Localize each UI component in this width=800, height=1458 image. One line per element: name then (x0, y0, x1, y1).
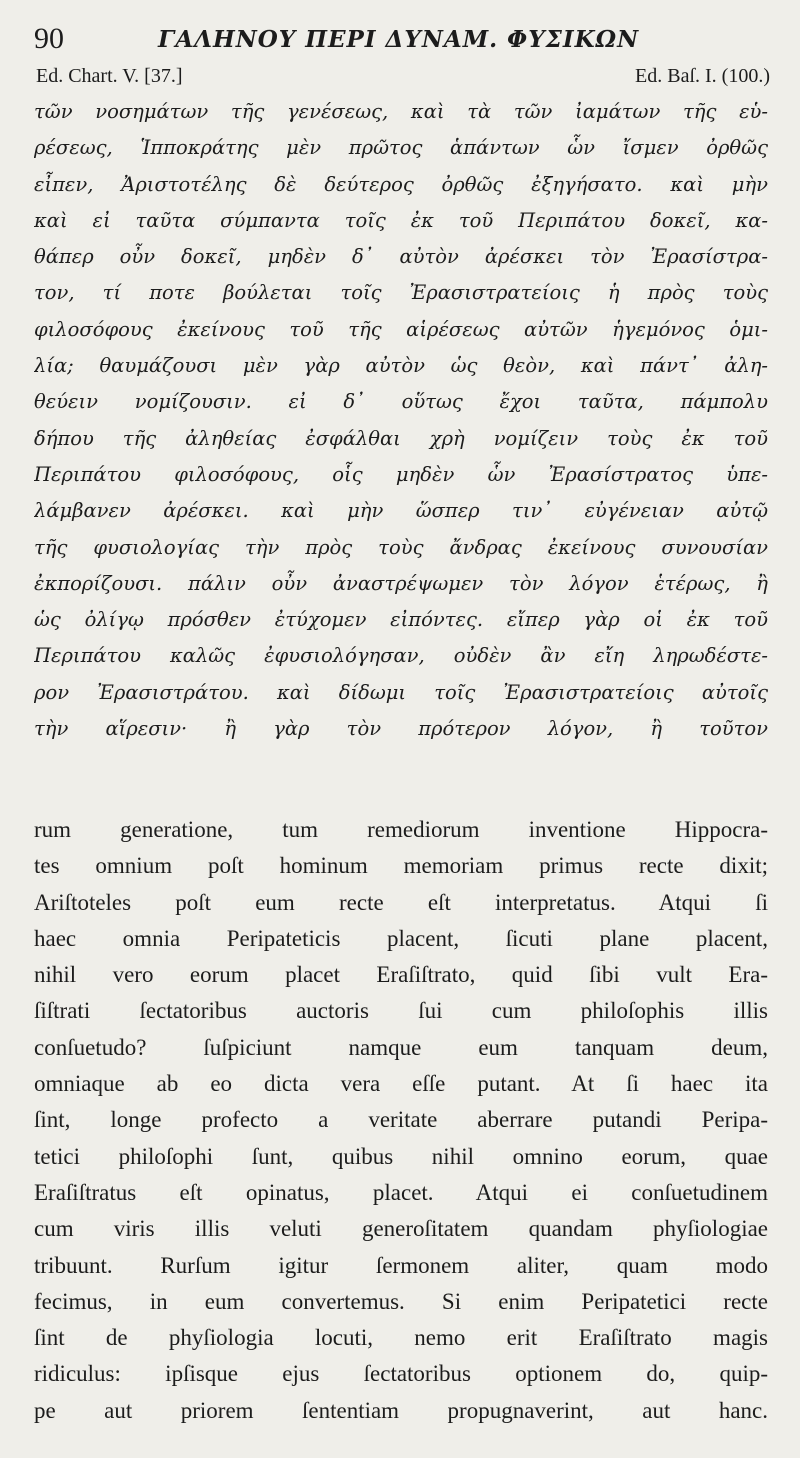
greek-text-line: ἐκπορίζουσι. πάλιν οὖν ἀναστρέψωμεν τὸν λόγον ἑτέρως, ἢ (34, 571, 768, 595)
latin-text-block (34, 812, 768, 1429)
latin-text-line: Eraſiſtratus eſt opinatus, placet. Atqui ei conſuetudinem (34, 1179, 768, 1205)
greek-text-line: ρον Ἐρασιστράτου. καὶ δίδωμι τοῖς Ἐρασιστρατείοις αὐτοῖς (34, 680, 768, 704)
latin-text-line: ſint de phyſiologia locuti, nemo erit Eraſiſtrato magis (34, 1325, 768, 1351)
latin-text-line: fecimus, in eum convertemus. Si enim Peripatetici recte (34, 1288, 768, 1314)
greek-text-line: τον, τί ποτε βούλεται τοῖς Ἐρασιστρατείοις ἡ πρὸς τοὺς (34, 281, 768, 305)
greek-text-line: ὡς ὀλίγῳ πρόσθεν ἐτύχομεν εἰπόντες. εἴπερ γὰρ οἱ ἐκ τοῦ (34, 608, 768, 632)
running-head (34, 18, 766, 58)
latin-text-line: ridiculus: ipſisque ejus ſectatoribus optionem do, quip- (34, 1361, 768, 1387)
greek-text-line: λάμβανεν ἀρέσκει. καὶ μὴν ὥσπερ τιν᾽ εὐγένειαν αὐτῷ (34, 499, 768, 523)
latin-text-line: rum generatione, tum remediorum inventione Hippocra- (34, 817, 768, 842)
latin-text-line: tribuunt. Rurſum igitur ſermonem aliter, quam modo (34, 1252, 768, 1278)
greek-text-line: εἶπεν, Ἀριστοτέλης δὲ δεύτερος ὀρθῶς ἐξηγήσατο. καὶ μὴν (34, 172, 768, 196)
latin-text-line: ſint, longe profecto a veritate aberrare putandi Peripa- (34, 1107, 768, 1133)
edition-basel-reference: Ed. Baſ. I. (100.) (635, 65, 770, 87)
latin-text-line: pe aut priorem ſententiam propugnaverint, aut hanc. (34, 1397, 768, 1423)
greek-text-line: τῆς φυσιολογίας τὴν πρὸς τοὺς ἄνδρας ἐκείνους συνουσίαν (34, 535, 768, 559)
greek-text-line: Περιπάτου φιλοσόφους, οἷς μηδὲν ὧν Ἐρασίστρατος ὑπε- (34, 462, 768, 486)
latin-text-line: haec omnia Peripateticis placent, ſicuti plane placent, (34, 925, 768, 951)
edition-references (36, 65, 770, 93)
greek-text-line: καὶ εἰ ταῦτα σύμπαντα τοῖς ἐκ τοῦ Περιπάτου δοκεῖ, κα- (34, 208, 768, 232)
greek-text-line: θάπερ οὖν δοκεῖ, μηδὲν δ᾽ αὐτὸν ἀρέσκει τὸν Ἐρασίστρα- (34, 245, 768, 269)
latin-text-line: tes omnium poſt hominum memoriam primus recte dixit; (34, 853, 768, 879)
greek-text-line: τὴν αἵρεσιν· ἢ γὰρ τὸν πρότερον λόγον, ἢ τοῦτον (34, 717, 768, 741)
latin-text-line: ſiſtrati ſectatoribus auctoris ſui cum philoſophis illis (34, 998, 768, 1024)
greek-text-line: δήπου τῆς ἀληθείας ἐσφάλθαι χρὴ νομίζειν τοὺς ἐκ τοῦ (34, 426, 768, 450)
greek-text-line: λία; θαυμάζουσι μὲν γὰρ αὐτὸν ὡς θεὸν, καὶ πάντ᾽ ἀλη- (34, 354, 768, 378)
latin-text-line: cum viris illis veluti generoſitatem quandam phyſiologiae (34, 1216, 768, 1242)
page-number: 90 (34, 22, 64, 55)
latin-text-line: tetici philoſophi ſunt, quibus nihil omnino eorum, quae (34, 1143, 768, 1169)
greek-text-line: ρέσεως, Ἱπποκράτης μὲν πρῶτος ἁπάντων ὧν ἴσμεν ὀρθῶς (34, 136, 768, 160)
greek-text-block (34, 94, 768, 747)
greek-text-line: φιλοσόφους ἐκείνους τοῦ τῆς αἱρέσεως αὐτῶν ἡγεμόνος ὁμι- (34, 317, 768, 341)
greek-text-line: τῶν νοσημάτων τῆς γενέσεως, καὶ τὰ τῶν ἰαμάτων τῆς εὑ- (34, 100, 768, 123)
running-title: ΓΑΛΗΝΟΥ ΠΕΡΙ ΔΥΝΑΜ. ΦΥΣΙΚΩΝ (158, 26, 640, 53)
greek-text-line: θεύειν νομίζουσιν. εἰ δ᾽ οὕτως ἔχοι ταῦτα, πάμπολυ (34, 390, 768, 414)
latin-text-line: conſuetudo? ſuſpiciunt namque eum tanquam deum, (34, 1034, 768, 1060)
latin-text-line: nihil vero eorum placet Eraſiſtrato, quid ſibi vult Era- (34, 962, 768, 988)
edition-chartier-reference: Ed. Chart. V. [37.] (36, 65, 183, 87)
latin-text-line: Ariſtoteles poſt eum recte eſt interpretatus. Atqui ſi (34, 889, 768, 915)
greek-text-line: Περιπάτου καλῶς ἐφυσιολόγησαν, οὐδὲν ἂν εἴη ληρωδέστε- (34, 644, 768, 668)
latin-text-line: omniaque ab eo dicta vera eſſe putant. At ſi haec ita (34, 1071, 768, 1097)
